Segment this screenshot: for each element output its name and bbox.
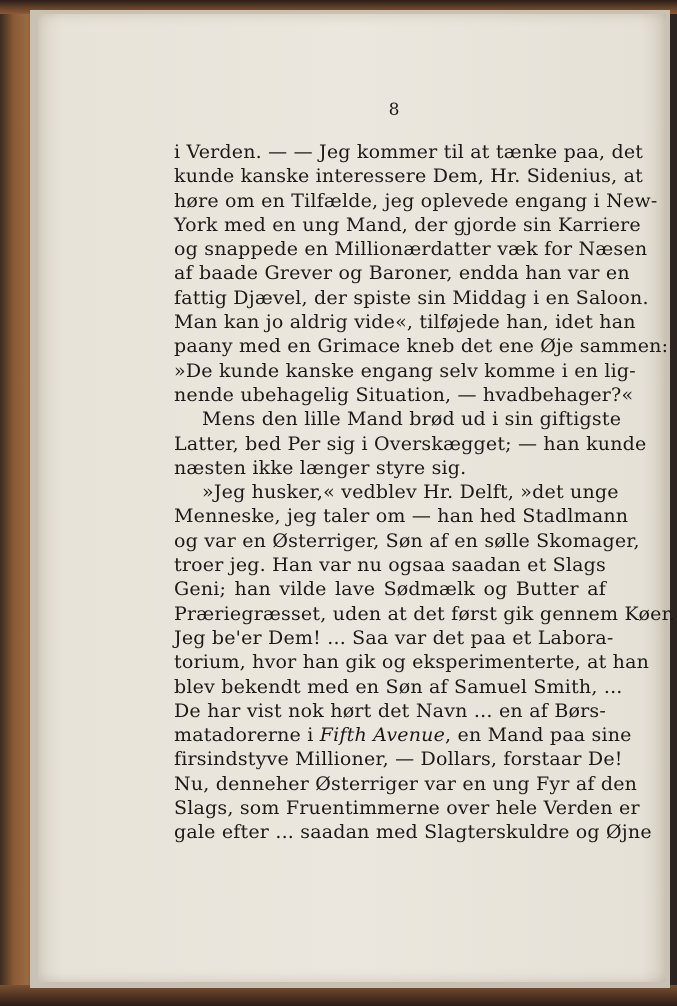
text-line: nende ubehagelig Situation, — hvadbehager?«: [174, 383, 634, 406]
text-line: og snappede en Millionærdatter væk for Næsen: [174, 238, 648, 261]
text-line: Geni; han vilde lave Sødmælk og Butter af: [174, 578, 606, 601]
text-line: gale efter ... saadan med Slagterskuldre og Øjne: [174, 821, 652, 844]
text-line: Slags, som Fruentimmerne over hele Verden er: [174, 797, 640, 820]
text-line: De har vist nok hørt det Navn ... en af Børs-: [174, 699, 606, 722]
text-line: firsindstyve Millioner, — Dollars, forstaar De!: [174, 748, 623, 771]
text-line: »De kunde kanske engang selv komme i en lig-: [174, 359, 636, 382]
text-line: torium, hvor han gik og eksperimenterte, at han: [174, 651, 650, 674]
line-head: matadorerne i: [174, 724, 320, 747]
text-line: af baade Grever og Baroner, endda han var en: [174, 262, 630, 285]
text-line: »Jeg husker,« vedblev Hr. Delft, »det unge: [202, 481, 619, 504]
text-line: og var en Østerriger, Søn af en sølle Skomager,: [174, 529, 640, 552]
text-line: troer jeg. Han var nu ogsaa saadan et Slags: [174, 554, 606, 577]
text-line: fattig Djævel, der spiste sin Middag i en Saloon.: [174, 286, 649, 309]
text-line: Man kan jo aldrig vide«, tilføjede han, idet han: [174, 311, 636, 334]
text-line: York med en ung Mand, der gjorde sin Karriere: [174, 213, 641, 236]
text-line: Menneske, jeg taler om — han hed Stadlmann: [174, 505, 629, 528]
text-line-with-italic: [174, 723, 632, 747]
text-line: Mens den lille Mand brød ud i sin giftigste: [202, 408, 622, 431]
italic-phrase: Fifth Avenue: [319, 724, 446, 747]
text-line: paany med en Grimace kneb det ene Øje sammen:: [174, 335, 669, 358]
text-line: Præriegræsset, uden at det først gik gennem Køer.: [174, 602, 676, 625]
text-line: Latter, bed Per sig i Overskægget; — han kunde: [174, 432, 647, 455]
text-line: Jeg be'er Dem! ... Saa var det paa et Labora-: [174, 626, 614, 649]
text-line: blev bekendt med en Søn af Samuel Smith, ...: [174, 675, 623, 698]
body-text: [174, 140, 676, 845]
text-line: næsten ikke længer styre sig.: [174, 456, 467, 479]
text-line: Nu, denneher Østerriger var en ung Fyr af den: [174, 772, 638, 795]
text-line: høre om en Tilfælde, jeg oplevede engang i New-: [174, 189, 658, 212]
cover-bottom-edge: [0, 985, 677, 1006]
line-tail: , en Mand paa sine: [445, 724, 632, 747]
text-line: i Verden. — — Jeg kommer til at tænke paa, det: [174, 141, 644, 163]
page-number: 8: [388, 100, 400, 120]
text-line: kunde kanske interessere Dem, Hr. Sidenius, at: [174, 165, 643, 188]
